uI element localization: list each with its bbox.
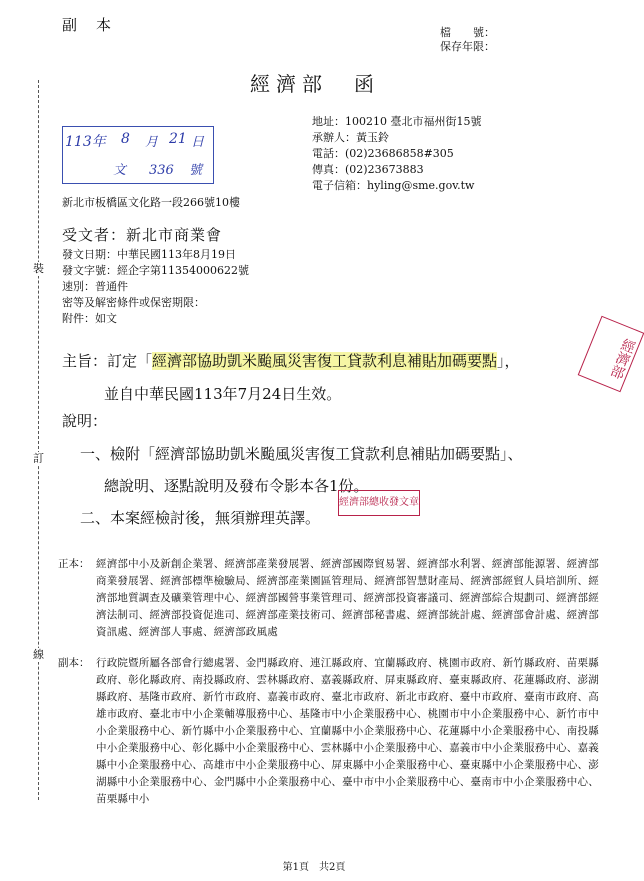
received-seal: 經濟部總收發文章 — [338, 490, 420, 516]
explanation-item-1-line-2: 總說明、逐點說明及發布令影本各1份。 — [104, 477, 369, 495]
explanation-item-1-line-1: 一、檢附「經濟部協助凱米颱風災害復工貸款利息補貼加碼要點」、 — [80, 445, 523, 463]
received-stamp — [62, 126, 214, 184]
contact-handler: 承辦人：黃玉鈴 — [312, 131, 389, 144]
copy-recipients — [58, 655, 598, 835]
stamp-month: 8 — [121, 131, 130, 147]
subject-line-1 — [62, 350, 520, 371]
stamp-day-label: 日 — [191, 135, 205, 150]
binding-line — [38, 80, 39, 800]
file-number-label: 檔 號： — [440, 26, 495, 39]
copy-body: 行政院暨所屬各部會行總處署、金門縣政府、連江縣政府、宜蘭縣政府、桃園市政府、新竹縣政府、苗栗縣政府、彰化縣政府、南投縣政府、雲林縣政府、嘉義縣政府、屏東縣政府、臺東縣政府、花蓮縣政府、澎湖縣政府、基隆市政府、新竹市政府、嘉義市政府、臺北市政府、新北市政府、臺中市政府、臺南市政府、高雄市政府、臺北市中小企業輔導服務中心、基隆市中小企業服務中心、桃園市中小企業服務中心、新竹市中小企業服務中心、新竹縣中小企業服務中心、宜蘭縣中小企業服務中心、花蓮縣中小企業服務中心、南投縣中小企業服務中心、彰化縣中小企業服務中心、雲林縣中小企業服務中心、嘉義市中小企業服務中心、嘉義縣中小企業服務中心、高雄市中小企業服務中心、屏東縣中小企業服務中心、臺東縣中小企業服務中心、澎湖縣中小企業服務中心、金門縣中小企業服務中心、臺中市中小企業服務中心、臺南市中小企業服務中心、苗栗縣中小 — [96, 657, 599, 805]
attachment: 附件：如文 — [62, 312, 117, 325]
stamp-number: 336 — [149, 163, 174, 178]
explanation-label: 說明： — [62, 412, 108, 430]
stamp-doc-label: 文 — [113, 163, 127, 178]
stamp-day: 21 — [169, 131, 187, 147]
stamp-year: 113年 — [65, 134, 106, 150]
speed: 速別：普通件 — [62, 280, 128, 293]
recipient-address: 新北市板橋區文化路一段266號10樓 — [62, 196, 240, 209]
copy-label: 副 本 — [62, 16, 114, 34]
line-mark: 線 — [33, 648, 44, 661]
original-body: 經濟部中小及新創企業署、經濟部產業發展署、經濟部國際貿易署、經濟部水利署、經濟部能源署、經濟部商業發展署、經濟部標準檢驗局、經濟部產業園區管理局、經濟部智慧財產局、經濟部經貿人員培訓所、經濟部地質調查及礦業管理中心、經濟部國營事業管理司、經濟部投資審議司、經濟部綜合規劃司、經濟部經濟法制司、經濟部投資促進司、經濟部產業技術司、經濟部秘書處、經濟部統計處、經濟部會計處、經濟部資訊處、經濟部人事處、經濟部政風處 — [96, 558, 599, 638]
subject-label: 主旨：訂定「 — [62, 352, 153, 370]
issue-date: 發文日期：中華民國113年8月19日 — [62, 248, 236, 261]
stamp-number-label: 號 — [189, 163, 203, 178]
order-mark: 訂 — [33, 452, 44, 465]
explanation-item-2: 二、本案經檢討後，無須辦理英譯。 — [80, 509, 321, 527]
subject-end: 」， — [497, 352, 520, 370]
subject-highlight: 經濟部協助凱米颱風災害復工貸款利息補貼加碼要點 — [152, 352, 498, 370]
secrecy: 密等及解密條件或保密期限： — [62, 296, 205, 309]
document-number: 發文字號：經企字第11354000622號 — [62, 264, 249, 277]
subject-line-2: 並自中華民國113年7月24日生效。 — [104, 385, 342, 403]
original-recipients — [58, 556, 598, 656]
contact-email: 電子信箱：hyling@sme.gov.tw — [312, 179, 475, 192]
side-seal: 經濟部 — [578, 316, 644, 393]
document-title: 經濟部 函 — [250, 72, 380, 96]
copy-recipients-label: 副本： — [58, 657, 90, 669]
page-number: 第1頁 共2頁 — [282, 862, 346, 873]
retention-label: 保存年限： — [440, 40, 495, 53]
contact-address: 地址：100210 臺北市福州街15號 — [312, 115, 482, 128]
contact-fax: 傳真：(02)23673883 — [312, 163, 424, 176]
original-label: 正本： — [58, 558, 90, 570]
binding-mark: 裝 — [33, 262, 44, 275]
stamp-month-label: 月 — [145, 135, 159, 150]
contact-phone: 電話：(02)23686858#305 — [312, 147, 454, 160]
recipient: 受文者：新北市商業會 — [62, 226, 223, 244]
